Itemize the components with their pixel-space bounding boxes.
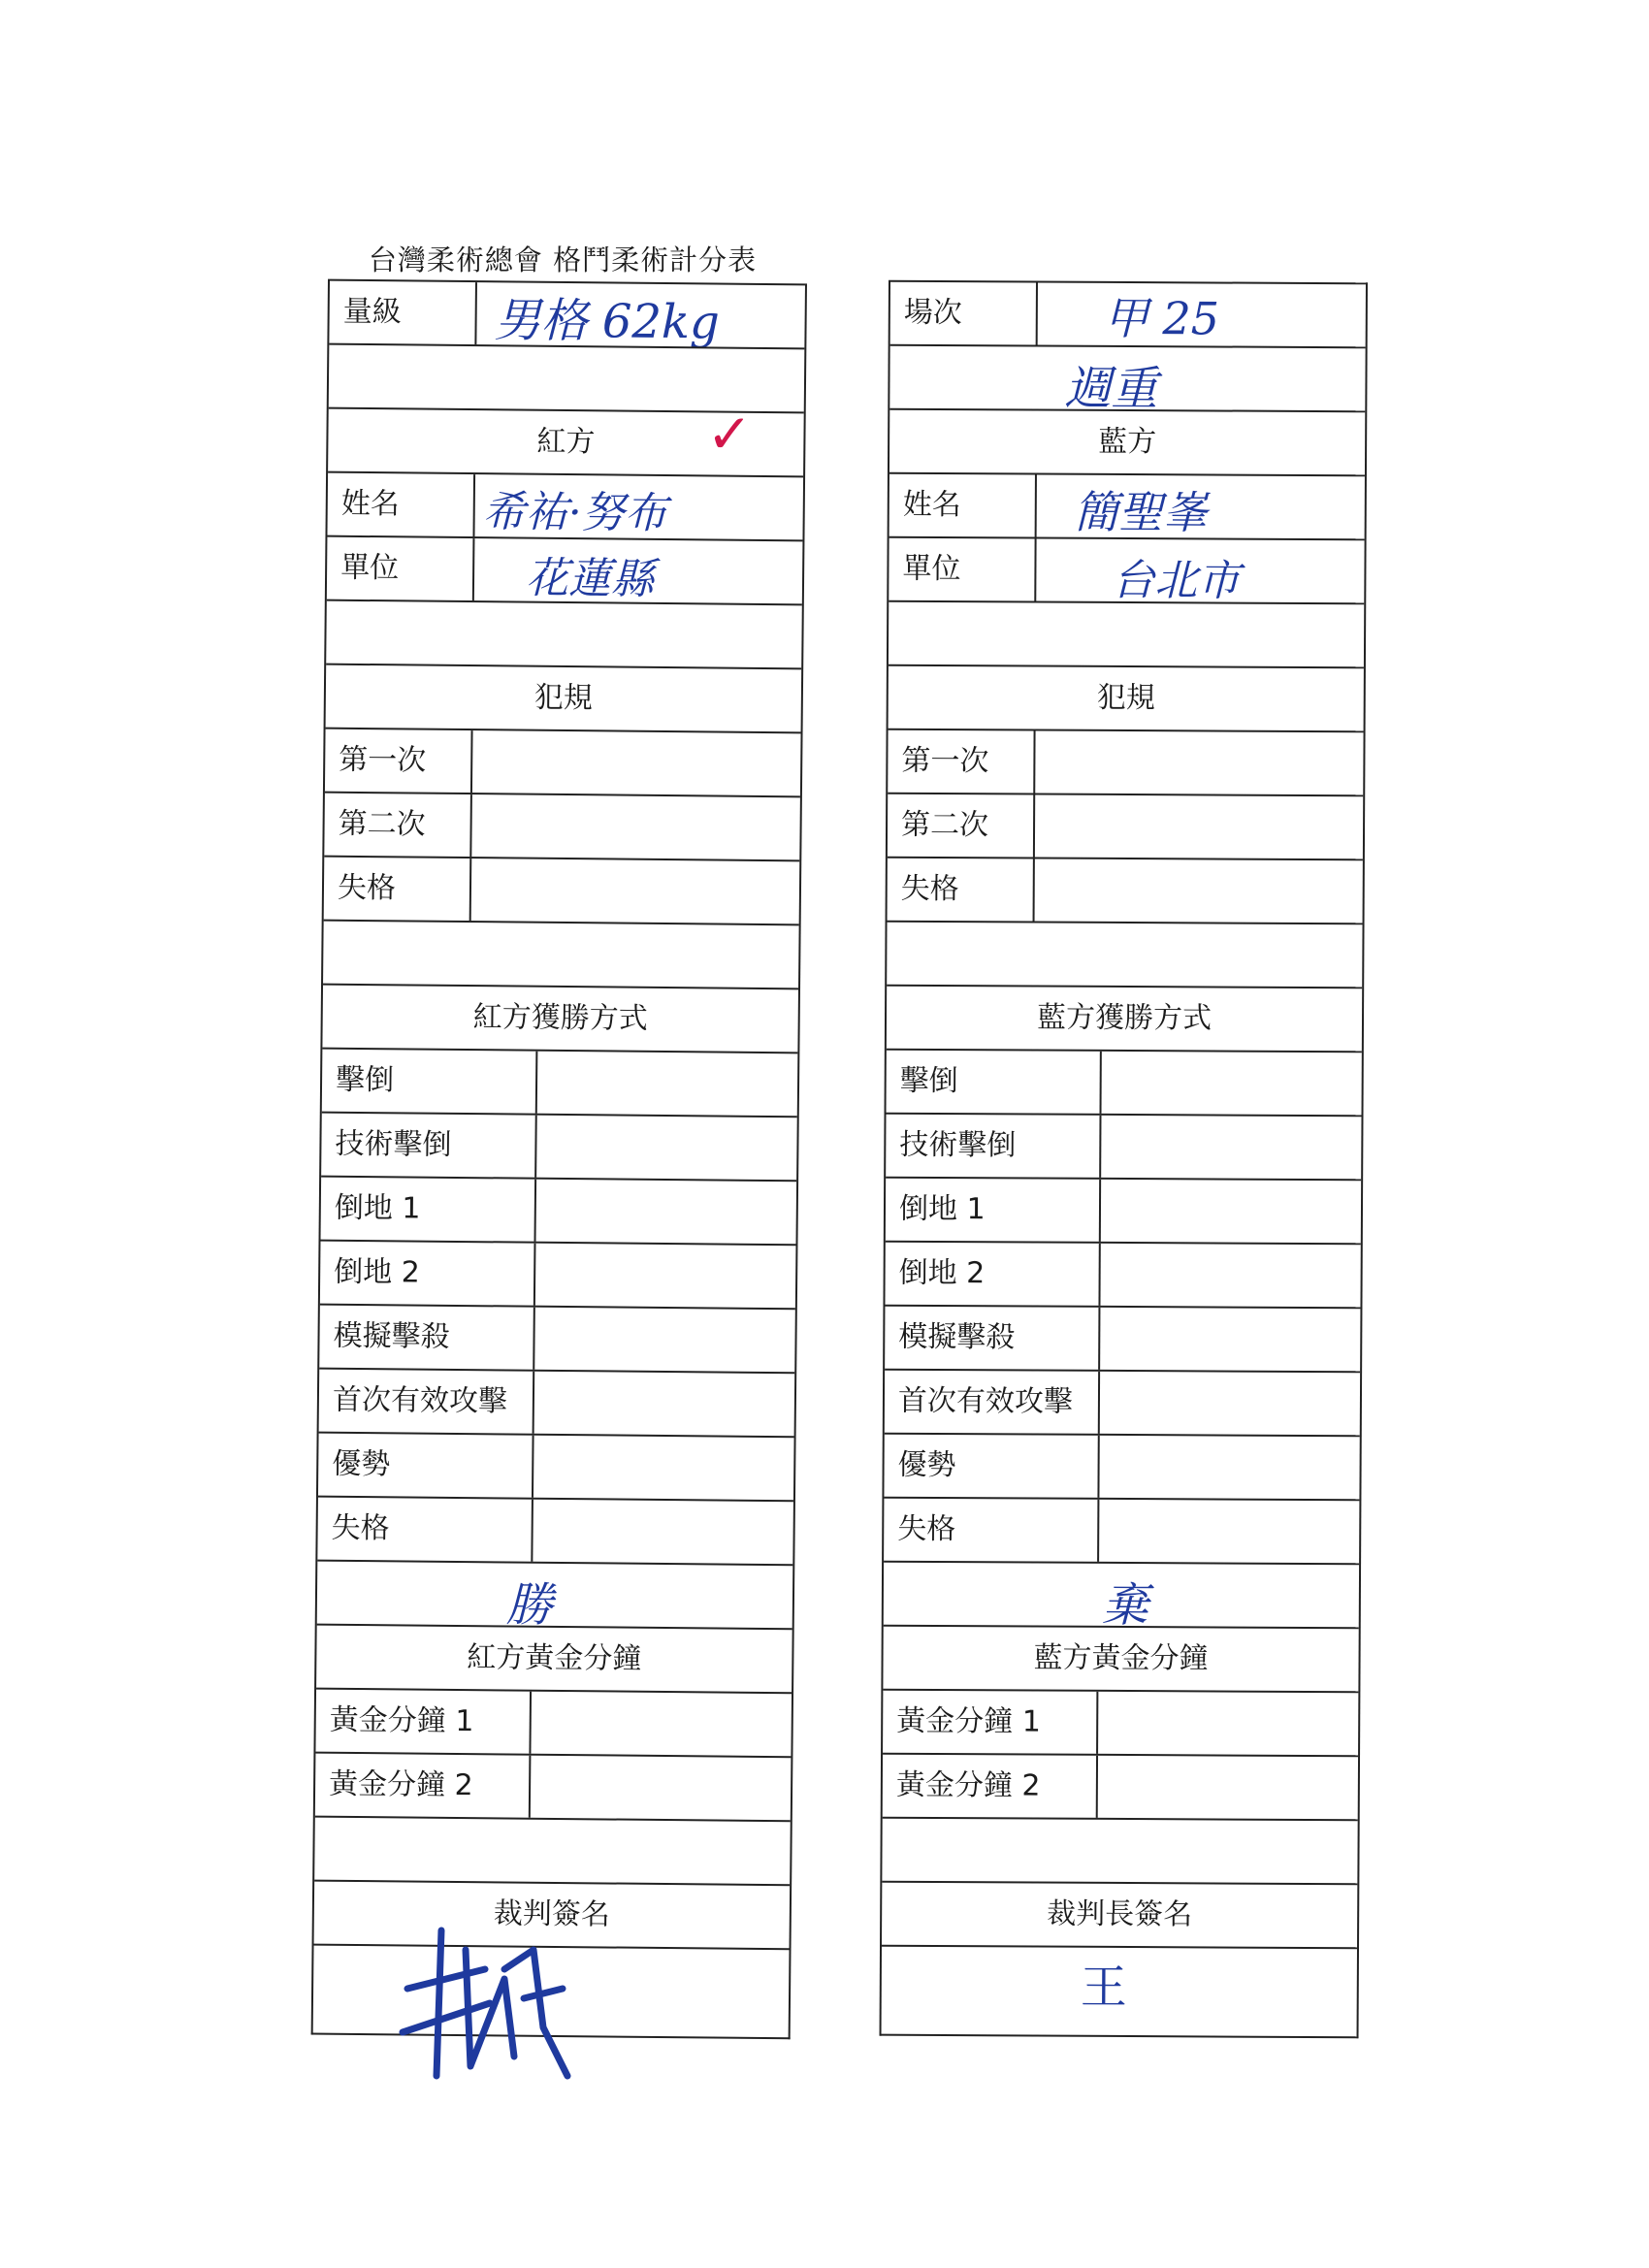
- foul-row: [888, 793, 1363, 859]
- unit-label: 單位: [902, 551, 961, 587]
- blue-blank-row: [887, 921, 1362, 988]
- blue-column: [880, 280, 1368, 2039]
- blue-side-row: [889, 408, 1365, 475]
- blue-sign-row: [882, 1945, 1357, 2014]
- blue-result-row: [884, 1561, 1359, 1634]
- win-method-label: 倒地 2: [898, 1255, 986, 1291]
- group-value[interactable]: 週重: [1064, 361, 1158, 417]
- blue-unit-value[interactable]: 台北市: [1112, 555, 1241, 606]
- name-label: 姓名: [340, 486, 400, 522]
- win-method-label: 擊倒: [335, 1062, 395, 1098]
- win-method-label: 首次有效攻擊: [332, 1382, 508, 1419]
- referee-sign-label: 裁判簽名: [493, 1896, 611, 1932]
- name-label: 姓名: [902, 487, 961, 523]
- golden-minute-label: 黃金分鐘 1: [896, 1703, 1041, 1739]
- weight-value[interactable]: 男格 62kg: [494, 293, 721, 350]
- foul-row: [324, 792, 800, 860]
- win-method-header: 藍方獲勝方式: [1036, 1000, 1212, 1036]
- win-method-row: [886, 1177, 1361, 1244]
- blue-name-value[interactable]: 簡聖峯: [1073, 485, 1208, 539]
- win-method-label: 模擬擊殺: [333, 1318, 450, 1354]
- golden-minute-label: 黃金分鐘 2: [328, 1766, 473, 1803]
- red-name-value[interactable]: 希祐·努布: [482, 487, 667, 538]
- win-method-label: 失格: [897, 1511, 956, 1547]
- foul-label: 第二次: [338, 806, 426, 842]
- page-title: 台灣柔術總會 格鬥柔術計分表: [368, 243, 758, 276]
- win-method-label: 失格: [331, 1510, 390, 1546]
- win-method-row: [319, 1304, 795, 1373]
- blue-foul-header-row: [889, 664, 1364, 731]
- red-foul-header-row: [326, 664, 802, 732]
- blue-result-note[interactable]: 棄: [1101, 1577, 1149, 1634]
- referee-signature-image: [398, 1911, 592, 2086]
- win-method-label: 首次有效攻擊: [897, 1383, 1074, 1419]
- foul-row: [325, 728, 801, 796]
- red-golden-header-row: [316, 1624, 792, 1693]
- win-method-row: [887, 1049, 1362, 1116]
- foul-row: [888, 857, 1363, 923]
- blue-unit-row: [889, 536, 1364, 606]
- foul-header: 犯規: [1096, 680, 1155, 716]
- win-method-row: [319, 1368, 795, 1437]
- foul-row: [888, 729, 1363, 795]
- golden-minute-row: [315, 1752, 792, 1821]
- foul-label: 失格: [900, 871, 959, 907]
- red-column: [311, 279, 807, 2040]
- win-method-label: 優勢: [897, 1447, 956, 1483]
- win-method-row: [318, 1432, 794, 1501]
- blue-group-row: [889, 344, 1365, 417]
- red-side-label: 紅方: [536, 424, 596, 460]
- win-method-label: 擊倒: [899, 1063, 958, 1099]
- foul-label: 第一次: [901, 743, 989, 779]
- red-result-note[interactable]: 勝: [505, 1577, 554, 1633]
- chief-referee-signature[interactable]: 王: [1080, 1960, 1127, 2016]
- blue-match-row: [890, 280, 1366, 347]
- win-method-header: 紅方獲勝方式: [472, 1000, 648, 1036]
- blue-blank-row: [882, 1817, 1357, 1884]
- win-method-row: [885, 1241, 1360, 1308]
- golden-minute-label: 黃金分鐘 2: [895, 1767, 1041, 1803]
- win-method-label: 優勢: [332, 1446, 391, 1482]
- win-method-row: [322, 1048, 798, 1117]
- red-blank-row: [323, 920, 799, 988]
- blue-side-label: 藍方: [1098, 424, 1157, 460]
- red-blank-row: [329, 343, 805, 412]
- foul-label: 第二次: [900, 807, 989, 843]
- golden-minute-row: [883, 1753, 1358, 1820]
- foul-label: 第一次: [339, 742, 427, 778]
- match-label: 場次: [903, 295, 962, 331]
- win-method-row: [884, 1433, 1359, 1500]
- win-method-row: [321, 1112, 797, 1181]
- red-win-header-row: [322, 984, 798, 1053]
- chief-referee-sign-label: 裁判長簽名: [1047, 1896, 1193, 1932]
- golden-minute-row: [315, 1688, 792, 1757]
- blue-name-row: [889, 472, 1365, 539]
- win-method-row: [321, 1176, 797, 1245]
- win-method-label: 技術擊倒: [335, 1126, 452, 1162]
- win-method-row: [320, 1240, 796, 1309]
- match-value[interactable]: 甲 25: [1103, 291, 1220, 345]
- red-unit-row: [327, 535, 803, 604]
- win-method-row: [885, 1369, 1360, 1436]
- golden-minute-row: [883, 1689, 1358, 1756]
- blue-golden-header-row: [883, 1625, 1358, 1692]
- win-method-row: [886, 1113, 1361, 1180]
- red-blank-row: [326, 599, 802, 668]
- foul-header: 犯規: [534, 680, 594, 716]
- blue-win-header-row: [887, 985, 1362, 1052]
- red-result-row: [317, 1560, 793, 1633]
- winner-check-mark: ✓: [706, 403, 753, 467]
- foul-label: 失格: [337, 870, 397, 906]
- red-blank-row: [314, 1816, 791, 1885]
- win-method-label: 倒地 1: [898, 1191, 986, 1227]
- red-side-row: [328, 403, 804, 476]
- win-method-label: 倒地 2: [334, 1254, 420, 1290]
- win-method-row: [884, 1497, 1359, 1564]
- red-name-row: [327, 471, 803, 540]
- golden-minute-header: 藍方黃金分鐘: [1033, 1640, 1209, 1676]
- golden-minute-label: 黃金分鐘 1: [329, 1702, 474, 1739]
- red-unit-value[interactable]: 花蓮縣: [525, 553, 655, 604]
- golden-minute-header: 紅方黃金分鐘: [467, 1640, 642, 1676]
- win-method-label: 倒地 1: [334, 1190, 421, 1226]
- blue-sign-header-row: [882, 1881, 1357, 1948]
- blue-blank-row: [889, 600, 1364, 667]
- win-method-row: [317, 1496, 793, 1565]
- win-method-row: [885, 1305, 1360, 1372]
- weight-label: 量級: [342, 294, 402, 330]
- win-method-label: 技術擊倒: [899, 1127, 1017, 1163]
- unit-label: 單位: [340, 550, 400, 586]
- foul-row: [324, 856, 800, 924]
- red-weight-row: [329, 279, 805, 348]
- win-method-label: 模擬擊殺: [898, 1319, 1016, 1355]
